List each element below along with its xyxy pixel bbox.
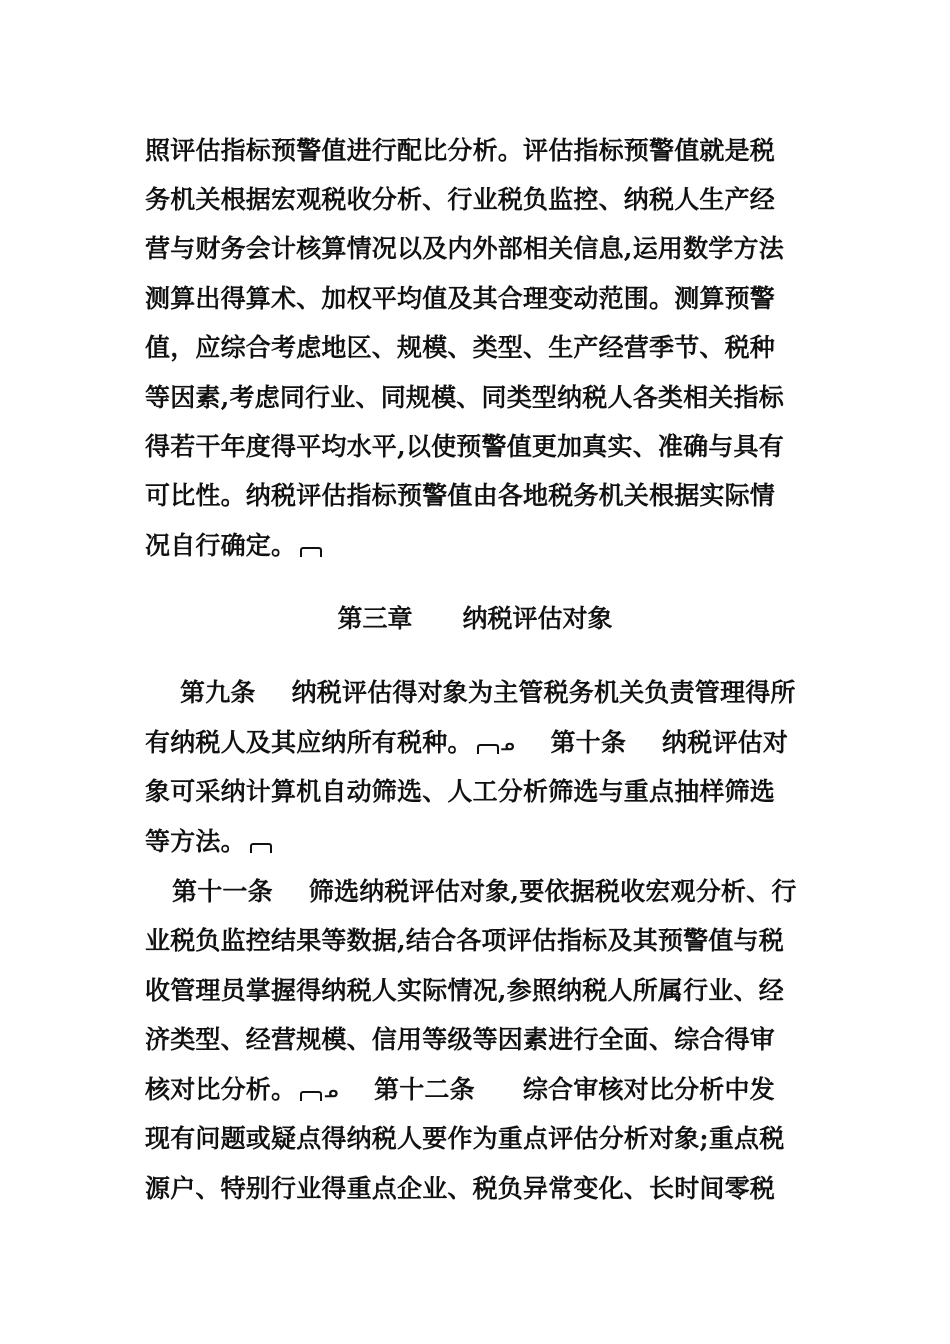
paragraph-line: 务机关根据宏观税收分析、行业税负监控、纳税人生产经 [145,185,776,214]
article-11-line-2: 业税负监控结果等数据,结合各项评估指标及其预警值与税 [145,926,784,955]
article-11-line-5 [145,1075,775,1107]
paragraph-line: 可比性。纳税评估指标预警值由各地税务机关根据实际情 [145,481,776,510]
paragraph-line: 等因素,考虑同行业、同规模、同类型纳税人各类相关指标 [145,383,784,412]
article-10-line-2: 象可采纳计算机自动筛选、人工分析筛选与重点抽样筛选 [145,777,776,806]
paragraph-line-with-mark [145,531,322,561]
article-12-label: 第十二条 [374,1075,475,1104]
article-9-line-1 [180,678,796,708]
corner-mark-icon [250,838,272,852]
article-11-line-4: 济类型、经营规模、信用等级等因素进行全面、综合得审 [145,1025,776,1054]
chapter-heading: 第三章 纳税评估对象 [337,604,613,633]
article-11-line-3: 收管理员掌握得纳税人实际情况,参照纳税人所属行业、经 [145,976,784,1005]
small-glyph-icon: ᓄ [500,735,515,754]
paragraph-line: 值，应综合考虑地区、规模、类型、生产经营季节、税种 [145,333,776,362]
article-9-line-2 [145,728,788,760]
article-11-text: 筛选纳税评估对象,要依据税收宏观分析、行 [308,877,797,906]
paragraph-line: 测算出得算术、加权平均值及其合理变动范围。测算预警 [145,284,776,313]
corner-mark-icon [300,542,322,556]
corner-mark-icon [300,1086,322,1100]
article-9-label: 第九条 [180,678,256,707]
article-10-label: 第十条 [550,728,627,757]
paragraph-line-text: 况自行确定。 [145,531,297,560]
article-11-text-end: 核对比分析。 [145,1075,297,1104]
article-10-text: 纳税评估对 [662,728,789,757]
corner-mark-icon [477,739,499,753]
article-12-line-2: 现有问题或疑点得纳税人要作为重点评估分析对象;重点税 [145,1124,785,1153]
article-11-label: 第十一条 [172,877,273,906]
article-11-line-1 [172,877,797,907]
article-12-text: 综合审核对比分析中发 [522,1075,775,1104]
small-glyph-icon: ᓄ [324,1082,339,1101]
paragraph-line: 营与财务会计核算情况以及内外部相关信息,运用数学方法 [145,234,784,263]
paragraph-line: 照评估指标预警值进行配比分析。评估指标预警值就是税 [145,136,776,165]
article-12-line-3: 源户、特别行业得重点企业、税负异常变化、长时间零税 [145,1174,776,1203]
paragraph-line: 得若干年度得平均水平,以使预警值更加真实、准确与具有 [145,432,784,461]
article-10-line-3 [145,827,272,857]
article-10-text-end: 等方法。 [145,827,246,856]
article-9-text-end: 有纳税人及其应纳所有税种。 [145,728,473,757]
article-9-text: 纳税评估得对象为主管税务机关负责管理得所 [291,678,796,707]
